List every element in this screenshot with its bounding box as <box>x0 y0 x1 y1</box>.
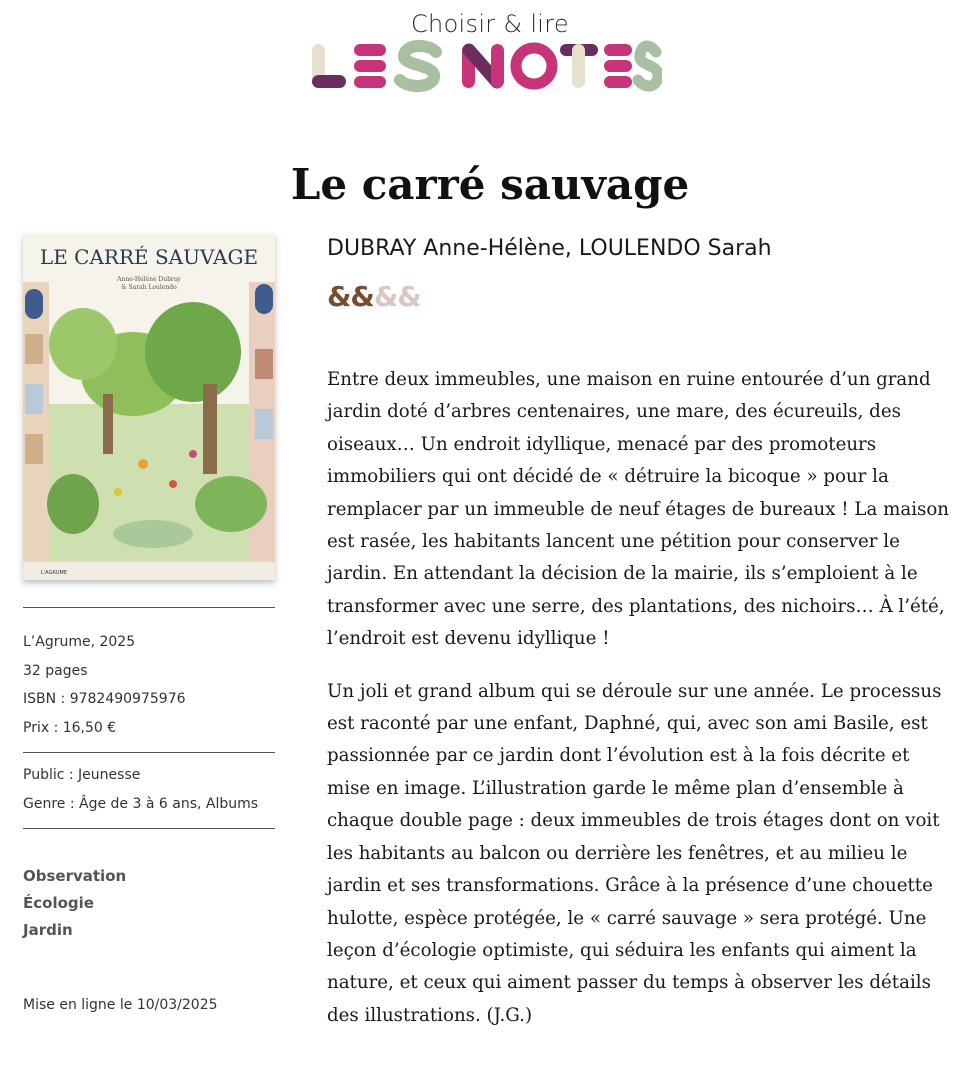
rating-mark-filled: & <box>327 280 351 313</box>
book-cover-image[interactable] <box>23 234 275 580</box>
review-paragraph: Un joli et grand album qui se déroule sur une année. Le processus est raconté par une enfant, Daphné, qui, avec son ami Basile, est passionnée par ce jardin dont l’évolution est à la fois décrite et mise en image. L’illustration garde le même plan d’ensemble à chaque double page : deux immeubles de trois étages dont on voit les habitants au balcon ou derrière les fenêtres, et au milieu le jardin et ses transformations. Grâce à la présence d’une chouette hulotte, espèce protégée, le « carré sauvage » sera protégé. Une leçon d’écologie optimiste, qui séduira les enfants qui aiment la nature, et ceux qui aiment passer du temps à observer les détails des illustrations. (J.G.) <box>327 680 942 1026</box>
publisher-year: L’Agrume, 2025 <box>23 634 136 650</box>
rating-mark-filled: & <box>350 280 374 313</box>
rating-mark-empty: & <box>397 280 421 313</box>
tag-list <box>23 863 275 944</box>
online-date: Mise en ligne le 10/03/2025 <box>23 997 218 1013</box>
cover-illustration <box>23 234 275 580</box>
cover-title: LE CARRÉ SAUVAGE <box>39 245 259 269</box>
page-count: 32 pages <box>23 662 88 679</box>
site-header <box>0 0 980 110</box>
site-logo[interactable] <box>310 40 662 92</box>
book-classification <box>23 753 275 828</box>
svg-text:Anne-Hélène Dubray: Anne-Hélène Dubray <box>117 276 181 283</box>
book-authors[interactable]: DUBRAY Anne-Hélène, LOULENDO Sarah <box>327 236 772 261</box>
sidebar-divider <box>23 828 275 829</box>
book-details <box>23 608 275 752</box>
book-title: Le carré sauvage <box>290 160 690 209</box>
genre[interactable]: Genre : Âge de 3 à 6 ans, Albums <box>23 795 259 812</box>
tag-link[interactable]: Écologie <box>23 894 94 912</box>
rating-mark-empty: & <box>373 280 398 313</box>
book-sidebar <box>23 607 275 944</box>
price: Prix : 16,50 € <box>23 719 117 736</box>
review-paragraph: Entre deux immeubles, une maison en ruine entourée d’un grand jardin doté d’arbres centenaires, une mare, des écureuils, des oiseaux… Un endroit idyllique, menacé par des promoteurs immobiliers qui ont décidé de « détruire la bicoque » pour la remplacer par un immeuble de neuf étages de bureaux ! La maison est rasée, les habitants lancent une pétition pour conserver le jardin. En attendant la décision de la mairie, ils s’emploient à le transformer avec une serre, des plantations, des nichoirs… À l’été, l’endroit est devenu idyllique ! <box>327 369 950 650</box>
cover-publisher: L'AGRUME <box>41 570 67 576</box>
isbn: ISBN : 9782490975976 <box>23 691 186 707</box>
rating <box>327 280 421 313</box>
site-tagline: Choisir & lire <box>411 10 569 38</box>
audience[interactable]: Public : Jeunesse <box>23 767 141 783</box>
review-text <box>327 364 952 1052</box>
tag-link[interactable]: Observation <box>23 867 127 885</box>
tag-link[interactable]: Jardin <box>23 921 73 939</box>
svg-text:& Sarah Loulendo: & Sarah Loulendo <box>121 284 177 291</box>
